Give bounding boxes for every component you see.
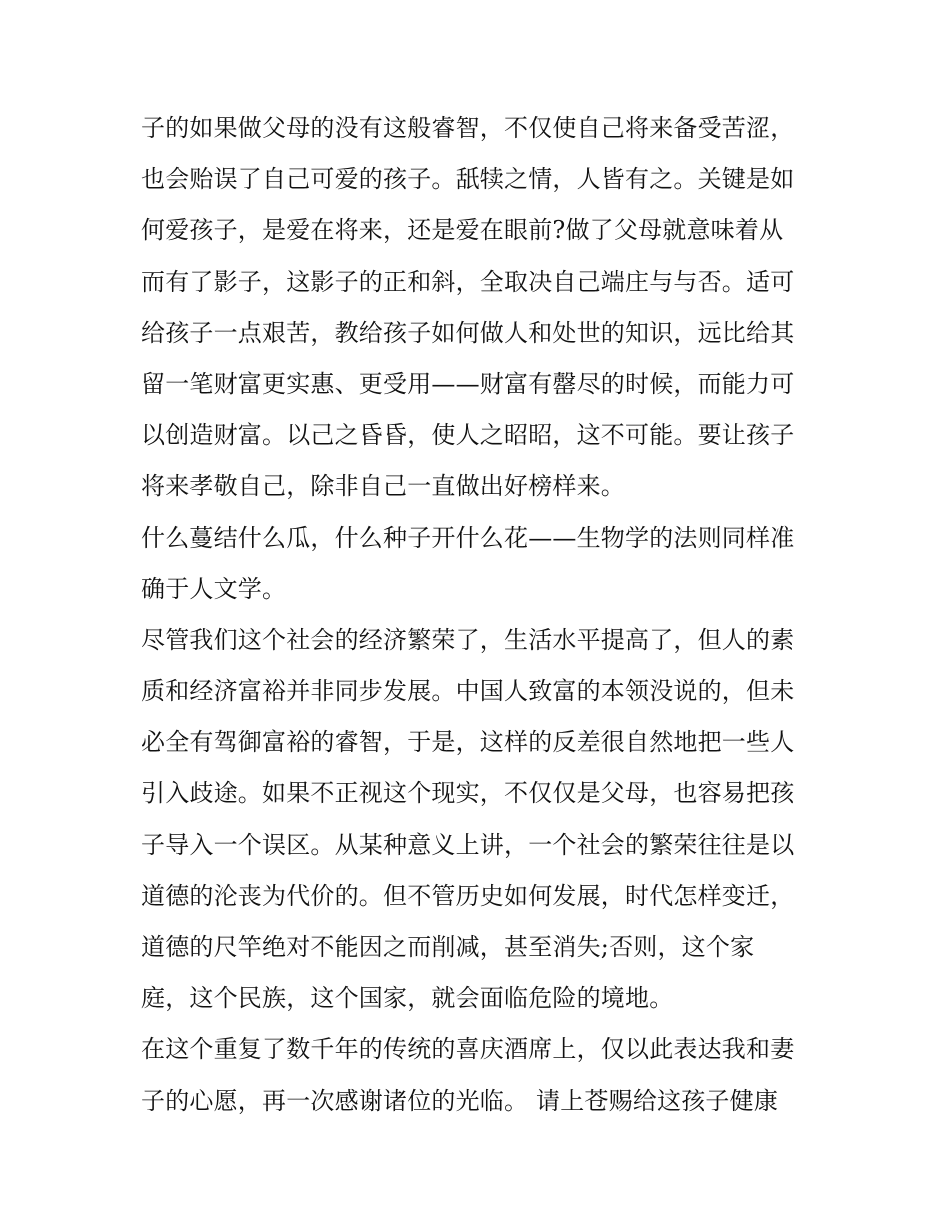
text-line: 何爱孩子，是爱在将来，还是爱在眼前?做了父母就意味着从	[141, 216, 784, 245]
text-line: 子的心愿，再一次感谢诸位的光临。 请上苍赐给这孩子健康	[141, 1086, 779, 1115]
text-line: 质和经济富裕并非同步发展。中国人致富的本领没说的，但未	[141, 677, 795, 706]
text-line: 引入歧途。如果不正视这个现实，不仅仅是父母，也容易把孩	[141, 779, 795, 808]
text-line: 给孩子一点艰苦，教给孩子如何做人和处世的知识，远比给其	[141, 318, 795, 347]
text-line: 庭，这个民族，这个国家，就会面临危险的境地。	[141, 984, 674, 1013]
text-line: 子导入一个误区。从某种意义上讲，一个社会的繁荣往往是以	[141, 830, 795, 859]
text-line: 道德的沦丧为代价的。但不管历史如何发展，时代怎样变迁，	[141, 881, 795, 910]
text-line: 必全有驾御富裕的睿智，于是，这样的反差很自然地把一些人	[141, 728, 795, 757]
text-line: 什么蔓结什么瓜，什么种子开什么花——生物学的法则同样准	[141, 523, 795, 552]
text-line: 子的如果做父母的没有这般睿智，不仅使自己将来备受苦涩，	[141, 114, 795, 142]
text-line: 以创造财富。以己之昏昏，使人之昭昭，这不可能。要让孩子	[141, 421, 795, 450]
text-line: 留一笔财富更实惠、更受用——财富有罄尽的时候，而能力可	[141, 369, 795, 398]
text-line: 也会贻误了自己可爱的孩子。舐犊之情，人皆有之。关键是如	[141, 165, 795, 194]
text-line: 将来孝敬自己，除非自己一直做出好榜样来。	[141, 472, 625, 501]
text-line: 道德的尺竿绝对不能因之而削减，甚至消失;否则，这个家	[141, 933, 755, 961]
text-line: 而有了影子，这影子的正和斜，全取决自己端庄与与否。适可	[141, 267, 795, 296]
text-line: 在这个重复了数千年的传统的喜庆酒席上，仅以此表达我和妻	[141, 1035, 795, 1064]
text-line: 确于人文学。	[141, 574, 287, 603]
body-text	[141, 103, 821, 1127]
text-line: 尽管我们这个社会的经济繁荣了，生活水平提高了，但人的素	[141, 625, 795, 654]
